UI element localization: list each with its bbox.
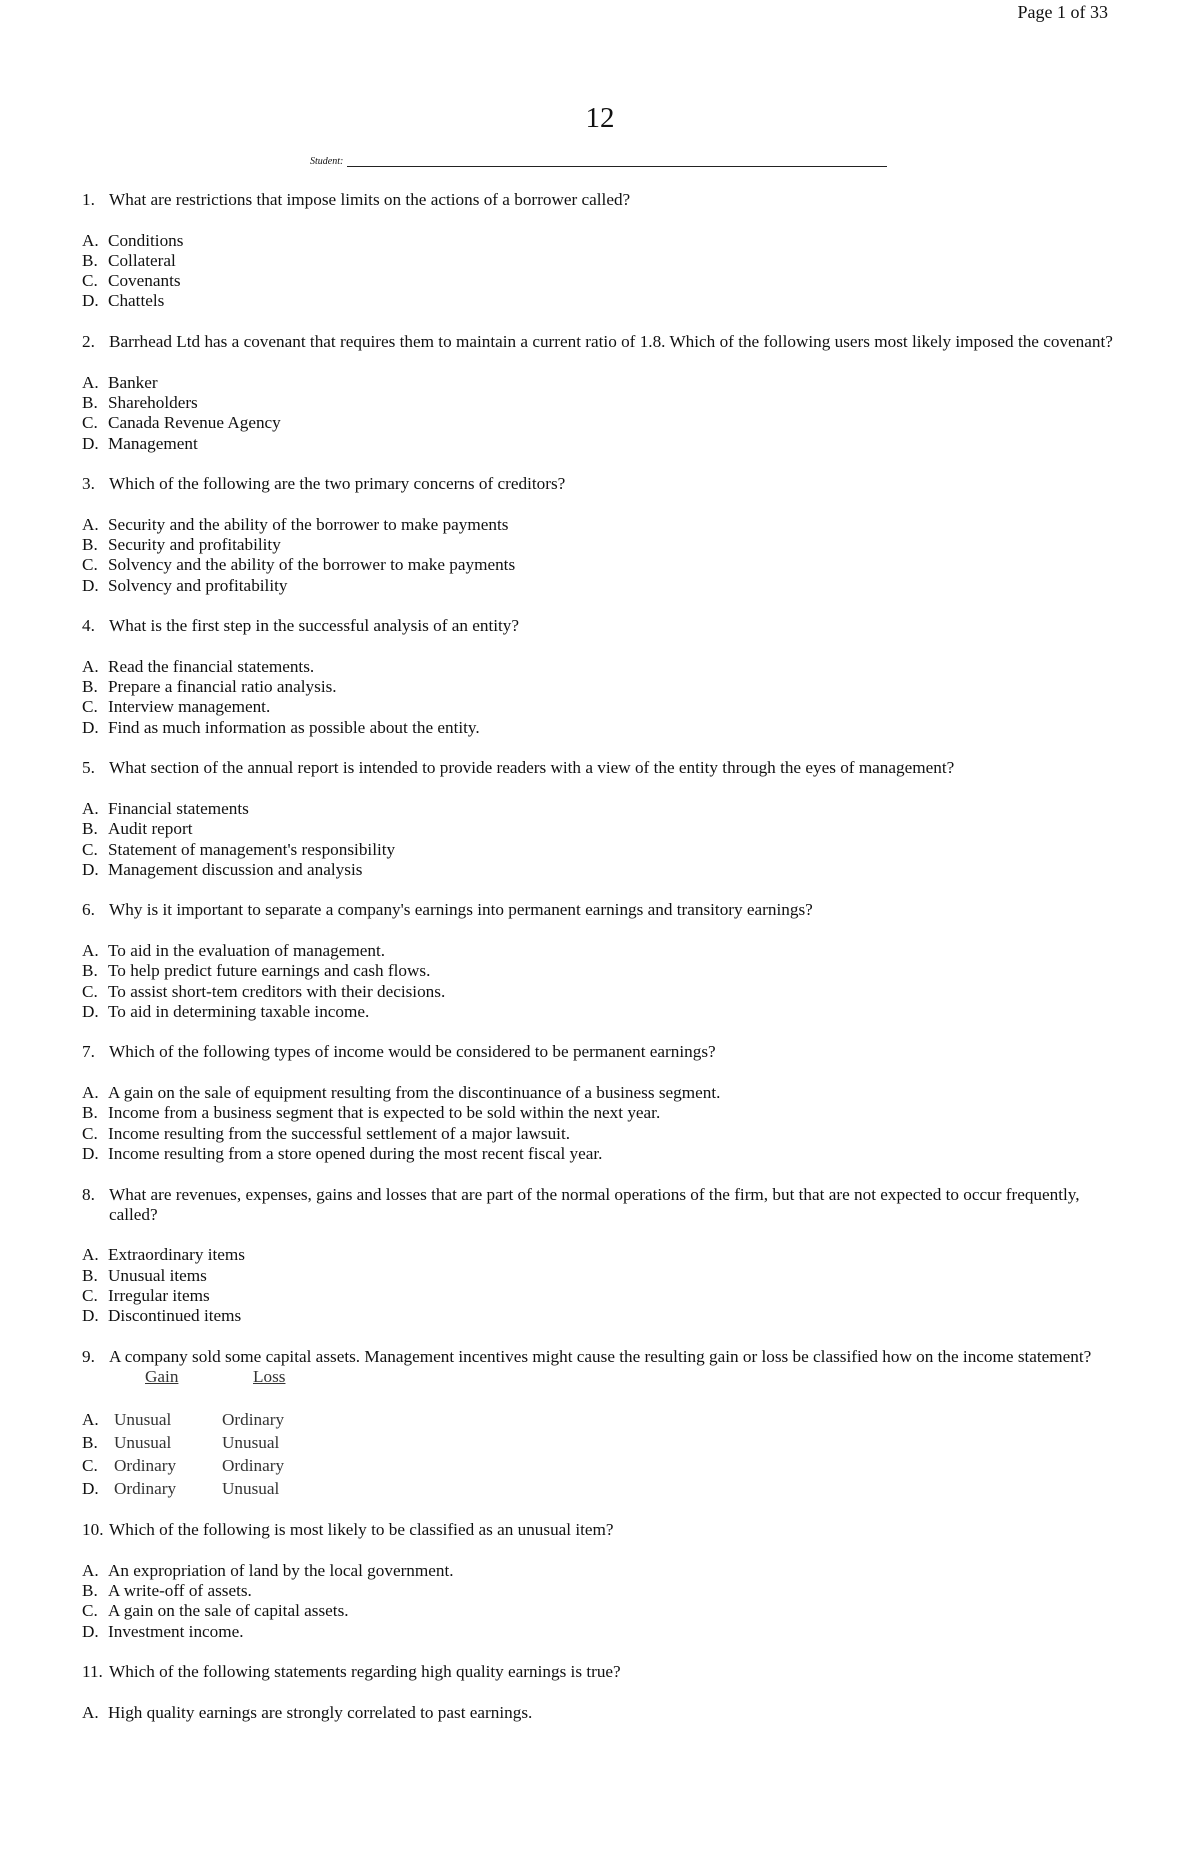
answer-options bbox=[82, 657, 1122, 738]
answer-option bbox=[82, 1622, 1122, 1642]
option-text: Chattels bbox=[108, 291, 165, 311]
question-text-body: What are revenues, expenses, gains and losses that are part of the normal operations of the firm, but that are not expected to occur frequently, called? bbox=[109, 1184, 1080, 1224]
answer-option bbox=[82, 1002, 1122, 1022]
question-number: 4. bbox=[82, 616, 95, 636]
option-gain-cell: Ordinary bbox=[114, 1455, 177, 1475]
answer-option bbox=[82, 1144, 1122, 1164]
answer-option bbox=[82, 941, 1122, 961]
option-loss-cell: Unusual bbox=[222, 1478, 280, 1498]
option-letter: B. bbox=[82, 677, 98, 697]
question-stem bbox=[82, 616, 1122, 636]
option-text: Conditions bbox=[108, 230, 184, 250]
answer-option bbox=[82, 819, 1122, 839]
answer-option bbox=[82, 535, 1122, 555]
question-number: 7. bbox=[82, 1042, 95, 1062]
option-text: Unusual items bbox=[108, 1265, 207, 1285]
quiz-questions bbox=[82, 190, 1122, 1743]
answer-option bbox=[82, 291, 1122, 311]
question-text bbox=[109, 190, 1122, 210]
question-text bbox=[109, 1042, 1122, 1062]
answer-options bbox=[82, 941, 1122, 1022]
answer-option bbox=[82, 1561, 1122, 1581]
answer-option bbox=[82, 1306, 1122, 1326]
answer-option bbox=[82, 677, 1122, 697]
question-number: 1. bbox=[82, 190, 95, 209]
option-letter: D. bbox=[82, 1306, 99, 1326]
question-text bbox=[109, 616, 1122, 636]
student-name-blank bbox=[347, 157, 887, 167]
answer-option bbox=[82, 982, 1122, 1002]
answer-option bbox=[82, 413, 1122, 433]
option-letter: B. bbox=[82, 961, 98, 981]
option-letter: A. bbox=[82, 1702, 99, 1722]
option-letter: A. bbox=[82, 1560, 99, 1580]
question-text bbox=[109, 332, 1122, 352]
option-text: Audit report bbox=[108, 819, 193, 839]
question-text-body: What is the first step in the successful analysis of an entity? bbox=[109, 616, 520, 636]
option-text: Income from a business segment that is expected to be sold within the next year. bbox=[108, 1103, 661, 1123]
option-letter: D. bbox=[82, 1001, 99, 1021]
option-text: Prepare a financial ratio analysis. bbox=[108, 677, 337, 697]
student-label: Student: bbox=[310, 156, 344, 167]
answer-table-row bbox=[82, 1454, 1122, 1477]
option-text: A gain on the sale of equipment resulting from the discontinuance of a business segment. bbox=[108, 1083, 721, 1103]
option-letter: B. bbox=[82, 1265, 98, 1285]
question-number: 11. bbox=[82, 1662, 103, 1682]
option-text: Read the financial statements. bbox=[108, 656, 315, 676]
question-text bbox=[109, 1662, 1122, 1682]
option-text: Income resulting from the successful settlement of a major lawsuit. bbox=[108, 1123, 571, 1143]
option-loss-cell: Ordinary bbox=[222, 1455, 285, 1475]
answer-table-header bbox=[145, 1367, 285, 1387]
option-text: Statement of management's responsibility bbox=[108, 839, 396, 859]
answer-option bbox=[82, 1601, 1122, 1621]
option-text: Extraordinary items bbox=[108, 1245, 245, 1265]
option-text: Interview management. bbox=[108, 697, 271, 717]
option-text: To aid in the evaluation of management. bbox=[108, 940, 386, 960]
question-text-body: Barrhead Ltd has a covenant that requires them to maintain a current ratio of 1.8. Which of the following users most likely imposed the covenant? bbox=[109, 332, 1113, 352]
answer-options bbox=[82, 1703, 1122, 1723]
option-letter: A. bbox=[82, 1083, 99, 1103]
question-text bbox=[109, 1185, 1122, 1226]
question-text bbox=[109, 474, 1122, 494]
question-stem bbox=[82, 758, 1122, 778]
answer-option bbox=[82, 718, 1122, 738]
option-letter: D. bbox=[82, 575, 99, 595]
option-letter: C. bbox=[82, 413, 98, 433]
option-letter: A. bbox=[82, 372, 99, 392]
option-gain-cell: Unusual bbox=[114, 1432, 172, 1452]
option-text: An expropriation of land by the local government. bbox=[108, 1560, 454, 1580]
question-text bbox=[109, 1520, 1122, 1540]
option-text: Discontinued items bbox=[108, 1306, 242, 1326]
question-number: 8. bbox=[82, 1184, 95, 1204]
option-letter: B. bbox=[82, 1432, 98, 1452]
answer-option bbox=[82, 1083, 1122, 1103]
student-name-line bbox=[310, 156, 887, 167]
option-letter: A. bbox=[82, 514, 99, 534]
question-text-body: What are restrictions that impose limits on the actions of a borrower called? bbox=[109, 190, 631, 209]
question-stem bbox=[82, 900, 1122, 920]
option-letter: B. bbox=[82, 392, 98, 412]
option-text: To help predict future earnings and cash flows. bbox=[108, 961, 431, 981]
column-header-loss: Loss bbox=[253, 1367, 286, 1387]
answer-options bbox=[82, 1245, 1122, 1326]
option-text: Canada Revenue Agency bbox=[108, 413, 281, 433]
option-letter: C. bbox=[82, 697, 98, 717]
option-gain-cell: Unusual bbox=[114, 1409, 172, 1429]
option-letter: B. bbox=[82, 250, 98, 270]
question-stem bbox=[82, 1520, 1122, 1540]
question-number: 9. bbox=[82, 1346, 95, 1366]
option-text: Solvency and profitability bbox=[108, 575, 288, 595]
option-letter: A. bbox=[82, 1409, 99, 1429]
option-letter: A. bbox=[82, 1245, 99, 1265]
question-number: 2. bbox=[82, 332, 95, 352]
answer-option bbox=[82, 697, 1122, 717]
answer-option bbox=[82, 1245, 1122, 1265]
question-number: 5. bbox=[82, 758, 95, 778]
option-letter: C. bbox=[82, 1455, 98, 1475]
question-stem bbox=[82, 1042, 1122, 1062]
option-loss-cell: Unusual bbox=[222, 1432, 280, 1452]
question-stem bbox=[82, 474, 1122, 494]
answer-option bbox=[82, 860, 1122, 880]
option-letter: C. bbox=[82, 981, 98, 1001]
option-letter: B. bbox=[82, 535, 98, 555]
answer-table-row bbox=[82, 1431, 1122, 1454]
answer-option bbox=[82, 393, 1122, 413]
option-letter: A. bbox=[82, 798, 99, 818]
answer-options bbox=[82, 373, 1122, 454]
option-letter: C. bbox=[82, 839, 98, 859]
option-text: Irregular items bbox=[108, 1286, 210, 1306]
option-gain-cell: Ordinary bbox=[114, 1478, 177, 1498]
answer-options bbox=[82, 231, 1122, 312]
answer-option bbox=[82, 555, 1122, 575]
question-text-body: Which of the following types of income would be considered to be permanent earnings? bbox=[109, 1042, 716, 1062]
question-text-body: Why is it important to separate a company's earnings into permanent earnings and transitory earnings? bbox=[109, 900, 813, 920]
option-letter: D. bbox=[82, 1143, 99, 1163]
option-text: Solvency and the ability of the borrower to make payments bbox=[108, 555, 516, 575]
option-text: Banker bbox=[108, 372, 158, 392]
question-text bbox=[109, 1347, 1122, 1388]
option-text: Collateral bbox=[108, 250, 176, 270]
option-loss-cell: Ordinary bbox=[222, 1409, 285, 1429]
option-text: Investment income. bbox=[108, 1621, 244, 1641]
option-letter: C. bbox=[82, 1123, 98, 1143]
option-letter: A. bbox=[82, 656, 99, 676]
answer-option bbox=[82, 434, 1122, 454]
answer-option bbox=[82, 515, 1122, 535]
answer-option bbox=[82, 1703, 1122, 1723]
option-letter: C. bbox=[82, 271, 98, 291]
option-letter: D. bbox=[82, 859, 99, 879]
question-text bbox=[109, 900, 1122, 920]
answer-option bbox=[82, 576, 1122, 596]
option-text: To aid in determining taxable income. bbox=[108, 1001, 370, 1021]
answer-option bbox=[82, 1124, 1122, 1144]
answer-options bbox=[82, 515, 1122, 596]
question-number: 10. bbox=[82, 1520, 104, 1540]
option-text: Security and profitability bbox=[108, 535, 281, 555]
option-text: Income resulting from a store opened during the most recent fiscal year. bbox=[108, 1143, 603, 1163]
answer-options bbox=[82, 1083, 1122, 1164]
option-letter: B. bbox=[82, 819, 98, 839]
option-letter: D. bbox=[82, 1478, 99, 1498]
answer-option bbox=[82, 1581, 1122, 1601]
answer-table-row bbox=[82, 1477, 1122, 1500]
question-text-body: What section of the annual report is intended to provide readers with a view of the entity through the eyes of management? bbox=[109, 758, 955, 778]
question-text bbox=[109, 758, 1122, 778]
option-text: To assist short-tem creditors with their decisions. bbox=[108, 981, 446, 1001]
option-text: Management bbox=[108, 433, 198, 453]
answer-option bbox=[82, 251, 1122, 271]
answer-options bbox=[82, 799, 1122, 880]
question-text-body: Which of the following is most likely to be classified as an unusual item? bbox=[109, 1520, 614, 1540]
question-stem bbox=[82, 190, 1122, 210]
option-letter: B. bbox=[82, 1103, 98, 1123]
question-stem bbox=[82, 1185, 1122, 1226]
answer-option bbox=[82, 231, 1122, 251]
option-letter: D. bbox=[82, 717, 99, 737]
answer-option bbox=[82, 373, 1122, 393]
question-text-body: A company sold some capital assets. Management incentives might cause the resulting gain or loss be classified how on the income statement? bbox=[109, 1346, 1092, 1366]
question-stem bbox=[82, 332, 1122, 352]
option-text: Covenants bbox=[108, 271, 181, 291]
question-number: 3. bbox=[82, 474, 95, 494]
option-letter: A. bbox=[82, 940, 99, 960]
option-text: Find as much information as possible about the entity. bbox=[108, 717, 480, 737]
option-text: Shareholders bbox=[108, 392, 198, 412]
question-text-body: Which of the following statements regarding high quality earnings is true? bbox=[109, 1662, 621, 1682]
answer-table-row bbox=[82, 1408, 1122, 1431]
option-letter: C. bbox=[82, 555, 98, 575]
option-letter: A. bbox=[82, 230, 99, 250]
question-number: 6. bbox=[82, 900, 95, 920]
option-letter: C. bbox=[82, 1601, 98, 1621]
answer-option bbox=[82, 271, 1122, 291]
question-stem bbox=[82, 1347, 1122, 1388]
option-letter: B. bbox=[82, 1581, 98, 1600]
option-letter: D. bbox=[82, 291, 99, 311]
answer-option bbox=[82, 1266, 1122, 1286]
option-text: A gain on the sale of capital assets. bbox=[108, 1601, 349, 1621]
option-text: Financial statements bbox=[108, 798, 249, 818]
question-text-body: Which of the following are the two primary concerns of creditors? bbox=[109, 474, 566, 494]
answer-option bbox=[82, 657, 1122, 677]
answer-option bbox=[82, 1286, 1122, 1306]
option-letter: D. bbox=[82, 433, 99, 453]
answer-option bbox=[82, 1103, 1122, 1123]
answer-option bbox=[82, 961, 1122, 981]
column-header-gain: Gain bbox=[145, 1367, 179, 1387]
option-text: Management discussion and analysis bbox=[108, 859, 363, 879]
answer-table-options bbox=[82, 1408, 1122, 1500]
answer-option bbox=[82, 799, 1122, 819]
option-text: Security and the ability of the borrower to make payments bbox=[108, 514, 509, 534]
option-letter: D. bbox=[82, 1621, 99, 1641]
answer-option bbox=[82, 840, 1122, 860]
option-text: A write-off of assets. bbox=[108, 1581, 252, 1600]
option-letter: C. bbox=[82, 1286, 98, 1306]
page-number: Page 1 of 33 bbox=[1017, 2, 1108, 22]
answer-options bbox=[82, 1561, 1122, 1642]
option-text: High quality earnings are strongly correlated to past earnings. bbox=[108, 1702, 533, 1722]
test-number: 12 bbox=[585, 102, 615, 134]
question-stem bbox=[82, 1662, 1122, 1682]
